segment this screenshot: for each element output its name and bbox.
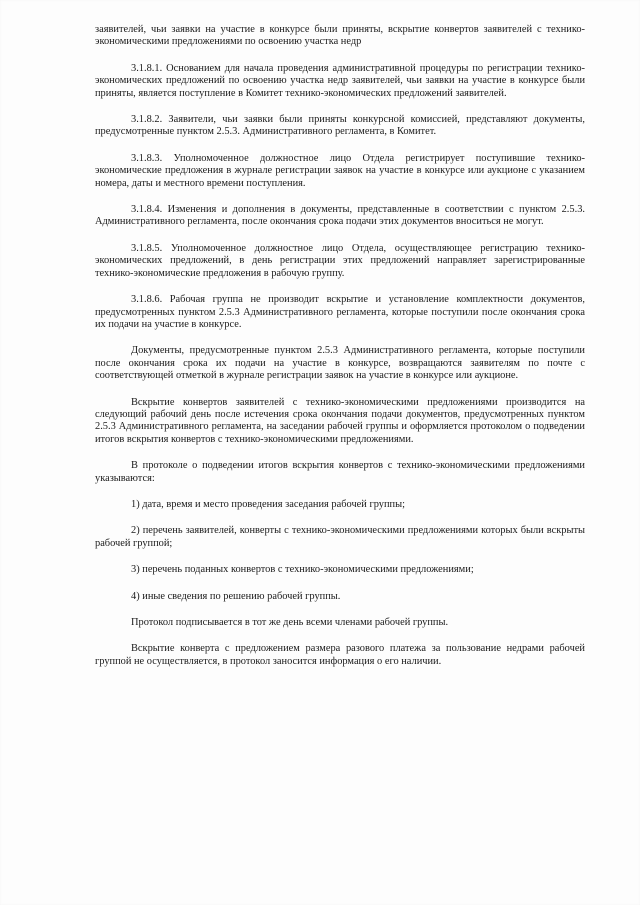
paragraph-3-1-8-3: 3.1.8.3. Уполномоченное должностное лицо Отдела регистрирует поступившие технико-экономические предложения в журнале регистрации заявок на участие в конкурсе или аукционе с указанием номера, даты и местного времени поступления. (95, 152, 585, 189)
list-item-1: 1) дата, время и место проведения заседания рабочей группы; (131, 498, 405, 510)
paragraph-3-1-8-2: 3.1.8.2. Заявители, чьи заявки были приняты конкурсной комиссией, представляют документы, предусмотренные пунктом 2.5.3. Административного регламента, в Комитет. (95, 114, 585, 138)
paragraph-3-1-8-4: 3.1.8.4. Изменения и дополнения в документы, представленные в соответствии с пунктом 2.5.3. Административного регламента, после окончания срока подачи этих документов вноситься не могут. (95, 204, 585, 228)
paragraph-protocol-signing: Протокол подписывается в тот же день всеми членами рабочей группы. (131, 617, 449, 628)
paragraph-continuation: заявителей, чьи заявки на участие в конкурсе были приняты, вскрытие конвертов заявителей с технико-экономическими предложениями по освоению участка недр (95, 24, 585, 48)
paragraph-3-1-8-5: 3.1.8.5. Уполномоченное должностное лицо Отдела, осуществляющее регистрацию технико-экономических предложений, в день регистрации этих предложений направляет зарегистрированные технико-экономические предложения в рабочую группу. (95, 242, 585, 279)
document-body (95, 24, 585, 682)
paragraph-returned-documents: Документы, предусмотренные пунктом 2.5.3 Административного регламента, которые поступили после окончания срока их подачи на участие в конкурсе, возвращаются заявителям по почте с соответствующей отметкой в журнале регистрации заявок на участие в конкурсе или аукционе. (95, 345, 585, 382)
list-item-4: 4) иные сведения по решению рабочей группы. (131, 590, 341, 602)
paragraph-3-1-8-6: 3.1.8.6. Рабочая группа не производит вскрытие и установление комплектности документов, предусмотренных пунктом 2.5.3 Административного регламента, которые поступили после окончания срока их подачи на участие в конкурсе. (95, 294, 585, 330)
list-item-2: 2) перечень заявителей, конверты с технико-экономическими предложениями которых были вскрыты рабочей группой; (95, 525, 585, 549)
paragraph-3-1-8-1: 3.1.8.1. Основанием для начала проведения административной процедуры по регистрации технико-экономических предложений по освоению участка недр заявителей, чьи заявки на участие в конкурсе были приняты, является поступление в Комитет технико-экономических предложений заявителей. (95, 62, 585, 99)
list-item-3: 3) перечень поданных конвертов с технико-экономическими предложениями; (131, 564, 474, 576)
paragraph-one-time-payment: Вскрытие конверта с предложением размера разового платежа за пользование недрами рабочей группой не осуществляется, в протокол заносится информация о его наличии. (95, 643, 585, 667)
paragraph-protocol-contents: В протоколе о подведении итогов вскрытия конвертов с технико-экономическими предложениями указываются: (95, 460, 585, 484)
paragraph-envelope-opening: Вскрытие конвертов заявителей с технико-экономическими предложениями производится на следующий рабочий день после истечения срока окончания подачи документов, предусмотренных пунктом 2.5.3 Административного регламента, на заседании рабочей группы и оформляется протоколом о подведении итогов вскрытия конвертов с технико-экономическими предложениями. (95, 396, 585, 445)
